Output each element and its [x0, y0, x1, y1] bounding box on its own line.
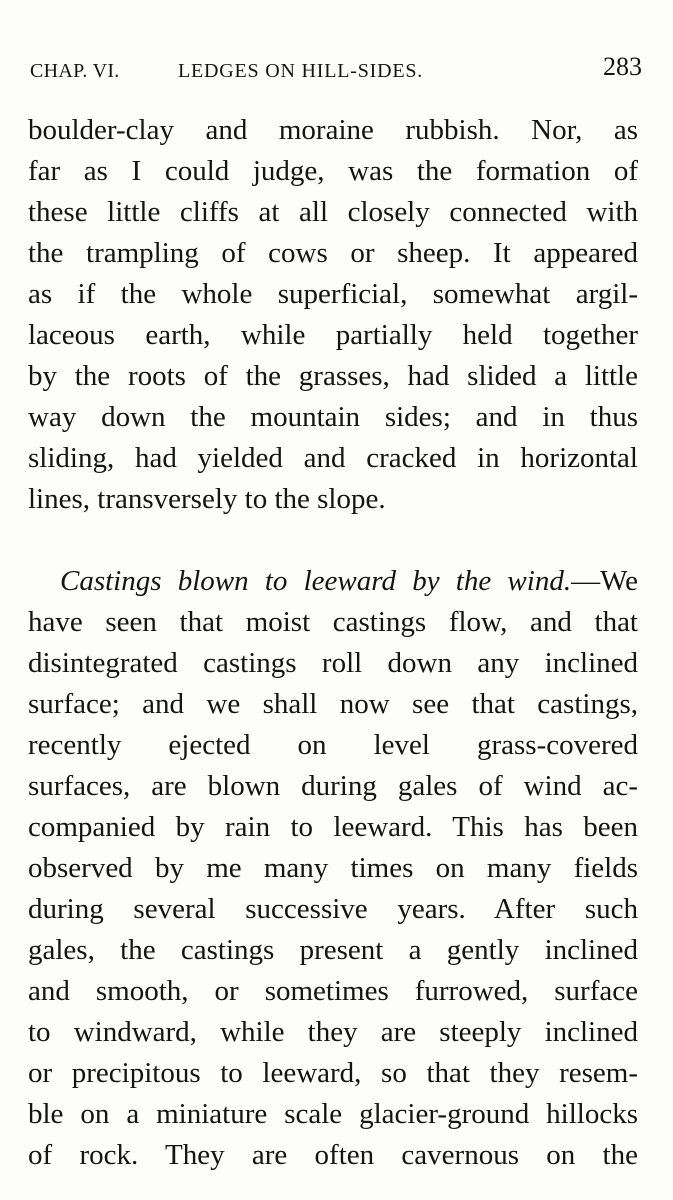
text-line: or precipitous to leeward, so that they resem-	[28, 1057, 638, 1089]
running-title: LEDGES ON HILL-SIDES.	[178, 60, 424, 82]
text-line: during several successive years. After such	[28, 893, 638, 925]
body-text	[28, 110, 638, 1176]
text-line: to windward, while they are steeply inclined	[28, 1016, 638, 1048]
text-line: far as I could judge, was the formation of	[28, 155, 638, 187]
text-line: these little cliffs at all closely connected with	[28, 196, 638, 228]
text-line: and smooth, or sometimes furrowed, surface	[28, 975, 638, 1007]
text-line: as if the whole superficial, somewhat argil-	[28, 278, 638, 310]
text-line: by the roots of the grasses, had slided a little	[28, 360, 638, 392]
text-line: have seen that moist castings flow, and that	[28, 606, 638, 638]
text-line: ble on a miniature scale glacier-ground hillocks	[28, 1098, 638, 1130]
paragraph-gap	[28, 520, 638, 561]
text-line: of rock. They are often cavernous on the	[28, 1139, 638, 1171]
text-line: boulder-clay and moraine rubbish. Nor, as	[28, 114, 638, 146]
text-line: disintegrated castings roll down any inclined	[28, 647, 638, 679]
text-line: observed by me many times on many fields	[28, 852, 638, 884]
page-number: 283	[603, 52, 642, 81]
text-line: sliding, had yielded and cracked in horizontal	[28, 442, 638, 474]
text-line: laceous earth, while partially held together	[28, 319, 638, 351]
section-heading-line	[28, 561, 638, 602]
text-line: way down the mountain sides; and in thus	[28, 401, 638, 433]
text-line: surface; and we shall now see that castings,	[28, 688, 638, 720]
heading-continuation: —We	[571, 565, 638, 597]
text-line: recently ejected on level grass-covered	[28, 729, 638, 761]
running-head	[30, 50, 642, 90]
text-line: surfaces, are blown during gales of wind ac-	[28, 770, 638, 802]
chapter-label: CHAP. VI.	[30, 60, 120, 82]
text-line: lines, transversely to the slope.	[28, 483, 386, 515]
section-heading: Castings blown to leeward by the wind.	[60, 565, 572, 597]
text-line: the trampling of cows or sheep. It appeared	[28, 237, 638, 269]
text-line: gales, the castings present a gently inclined	[28, 934, 638, 966]
text-line: companied by rain to leeward. This has been	[28, 811, 638, 843]
